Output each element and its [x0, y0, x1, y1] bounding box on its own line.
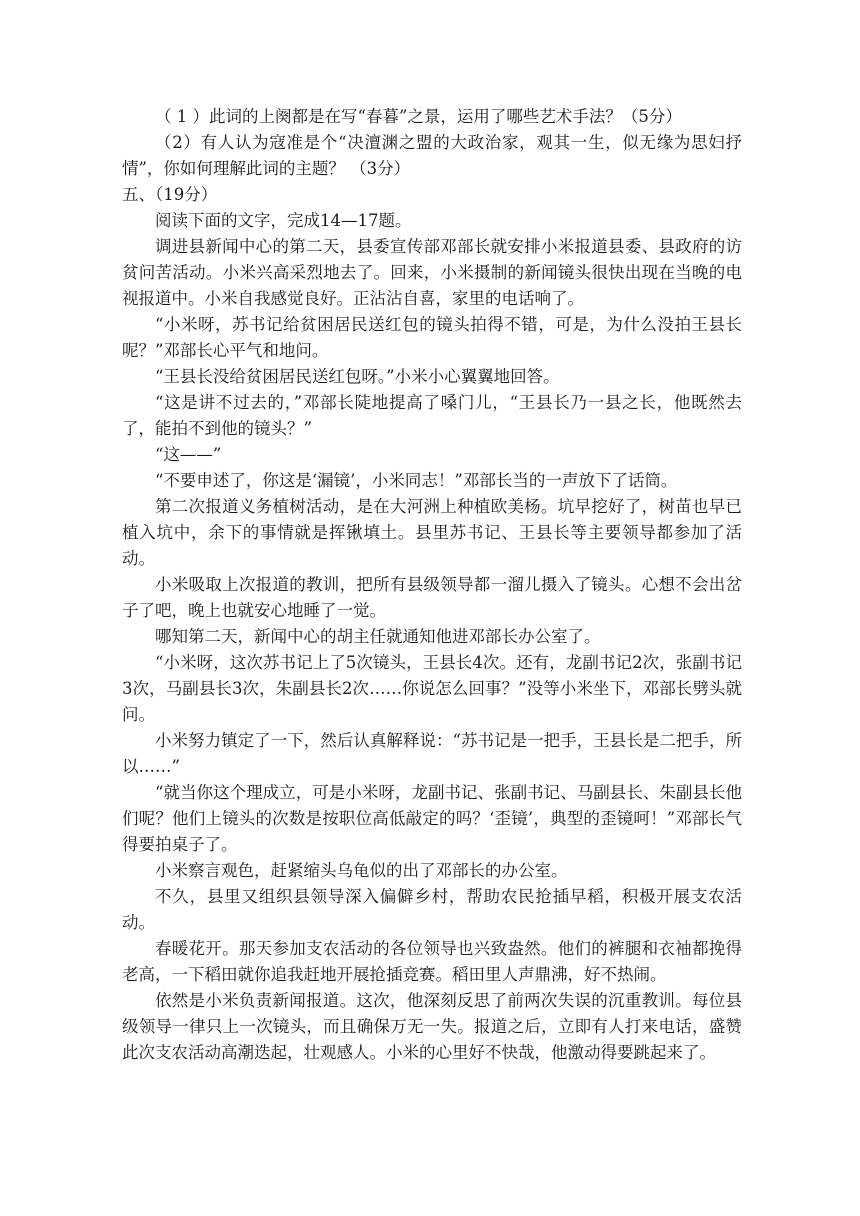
story-paragraph: 春暖花开。那天参加支农活动的各位领导也兴致盎然。他们的裤腿和衣袖都挽得老高，一下稻田就你追我赶地开展抢插竞赛。稻田里人声鼎沸，好不热闹。: [122, 939, 742, 984]
story-paragraph: “小米呀，这次苏书记上了5次镜头，王县长4次。还有，龙副书记2次，张副书记3次，马副县长3次，朱副县长2次……你说怎么回事？”没等小米坐下，邓部长劈头就问。: [122, 653, 742, 724]
story-paragraph: 不久，县里又组织县领导深入偏僻乡村，帮助农民抢插早稻，积极开展支农活动。: [122, 887, 742, 932]
story-paragraph: “就当你这个理成立，可是小米呀，龙副书记、张副书记、马副县长、朱副县长他们呢？他们上镜头的次数是按职位高低敲定的吗？‘歪镜’，典型的歪镜呵！”邓部长气得要拍桌子了。: [122, 783, 742, 854]
story-paragraph: 小米努力镇定了一下，然后认真解释说：“苏书记是一把手，王县长是二把手，所以……”: [122, 731, 742, 776]
question-1: （ 1 ）此词的上阕都是在写“春暮”之景，运用了哪些艺术手法？（5分）: [155, 107, 682, 126]
story-paragraph: 调进县新闻中心的第二天，县委宣传部邓部长就安排小米报道县委、县政府的访贫问苦活动。小米兴高采烈地去了。回来，小米摄制的新闻镜头很快出现在当晚的电视报道中。小米自我感觉良好。正沾沾自喜，家里的电话响了。: [122, 237, 742, 308]
story-paragraph: 依然是小米负责新闻报道。这次，他深刻反思了前两次失误的沉重教训。每位县级领导一律只上一次镜头，而且确保万无一失。报道之后，立即有人打来电话，盛赞此次支农活动高潮迭起，壮观感人。小米的心里好不快哉，他激动得要跳起来了。: [122, 991, 742, 1062]
section-heading: 五、（19分）: [122, 185, 218, 204]
question-2: （2）有人认为寇准是个“决澶渊之盟的大政治家，观其一生，似无缘为思妇抒情”，你如何理解此词的主题？ （3分）: [122, 133, 742, 178]
story-paragraph: “这是讲不过去的，”邓部长陡地提高了嗓门儿，“王县长乃一县之长，他既然去了，能拍不到他的镜头？”: [122, 393, 742, 438]
story-paragraph: 小米吸取上次报道的教训，把所有县级领导都一溜儿摄入了镜头。心想不会出岔子了吧，晚上也就安心地睡了一觉。: [122, 575, 742, 620]
story-paragraph: 小米察言观色，赶紧缩头乌龟似的出了邓部长的办公室。: [155, 861, 568, 880]
story-paragraph: 哪知第二天，新闻中心的胡主任就通知他进邓部长办公室了。: [155, 627, 601, 646]
story-paragraph: “这——”: [155, 445, 222, 464]
document-body: [122, 104, 742, 1066]
story-paragraph: “小米呀，苏书记给贫困居民送红包的镜头拍得不错，可是，为什么没拍王县长呢？”邓部长心平气和地问。: [122, 315, 742, 360]
instruction: 阅读下面的文字，完成14—17题。: [155, 211, 412, 230]
story-paragraph: “王县长没给贫困居民送红包呀。”小米小心翼翼地回答。: [155, 367, 560, 386]
story-paragraph: “不要申述了，你这是‘漏镜’，小米同志！”邓部长当的一声放下了话筒。: [155, 471, 678, 490]
story-paragraph: 第二次报道义务植树活动，是在大河洲上种植欧美杨。坑早挖好了，树苗也早已植入坑中，余下的事情就是挥锹填土。县里苏书记、王县长等主要领导都参加了活动。: [122, 497, 742, 568]
